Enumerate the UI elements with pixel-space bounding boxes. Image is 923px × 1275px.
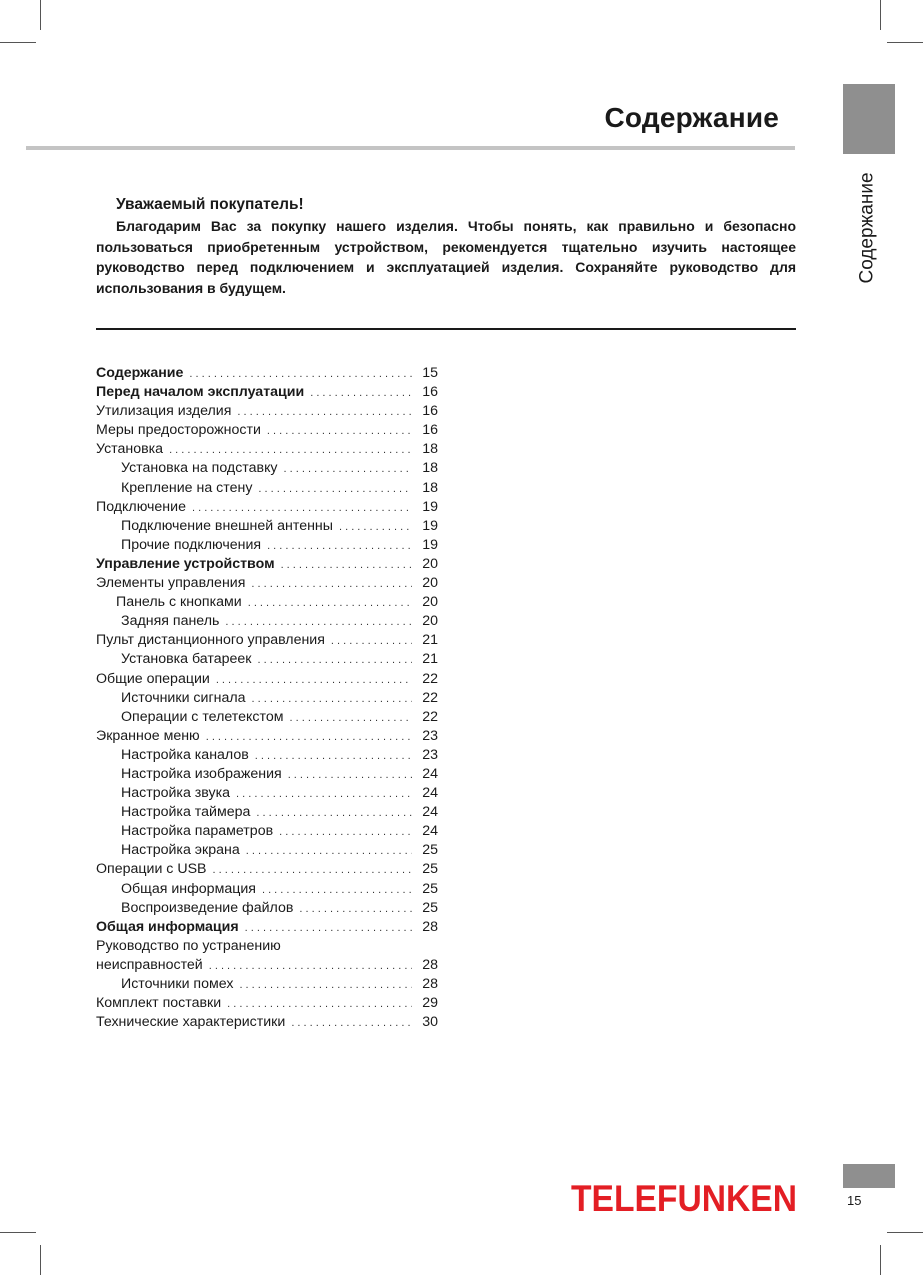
toc-entry-page: 20 bbox=[422, 613, 438, 630]
toc-entry bbox=[96, 861, 438, 880]
toc-dot-leader bbox=[237, 406, 412, 418]
toc-entry-page: 24 bbox=[422, 765, 438, 782]
toc-entry-title: Операции с телетекстом bbox=[121, 708, 284, 725]
toc-dot-leader bbox=[284, 463, 412, 475]
toc-entry bbox=[96, 709, 438, 728]
toc-entry bbox=[96, 365, 438, 384]
toc-entry-page: 23 bbox=[422, 727, 438, 744]
toc-entry-page: 30 bbox=[422, 1014, 438, 1031]
toc-dot-leader bbox=[209, 960, 412, 972]
toc-entry bbox=[96, 384, 438, 403]
toc-dot-leader bbox=[339, 521, 412, 533]
toc-entry-page: 25 bbox=[422, 880, 438, 897]
toc-dot-leader bbox=[246, 845, 412, 857]
toc-entry-page: 22 bbox=[422, 708, 438, 725]
toc-entry-page: 20 bbox=[422, 575, 438, 592]
toc-entry-title: Общая информация bbox=[96, 918, 239, 935]
intro-text: Благодарим Вас за покупку нашего изделия. Чтобы понять, как правильно и безопасно пользоваться приобретенным устройством, рекомендуется тщательно изучить настоящее руководство перед подключением и эксплуатацией изделия. Сохраняйте руководство для использования в будущем. bbox=[96, 218, 796, 296]
toc-entry bbox=[96, 690, 438, 709]
toc-entry bbox=[96, 613, 438, 632]
toc-entry bbox=[96, 919, 438, 938]
toc-entry-page: 22 bbox=[422, 689, 438, 706]
toc-entry-page: 16 bbox=[422, 384, 438, 401]
toc-entry-title: Пульт дистанционного управления bbox=[96, 632, 325, 649]
toc-entry-page: 29 bbox=[422, 995, 438, 1012]
toc-dot-leader bbox=[169, 444, 412, 456]
toc-dot-leader bbox=[267, 540, 412, 552]
toc-entry-page: 18 bbox=[422, 441, 438, 458]
toc-dot-leader bbox=[251, 578, 412, 590]
toc-entry-page: 18 bbox=[422, 479, 438, 496]
toc-entry-page: 28 bbox=[422, 956, 438, 973]
toc-entry bbox=[96, 460, 438, 479]
toc-entry-title: Установка bbox=[96, 441, 164, 458]
toc-entry-title: Содержание bbox=[96, 365, 184, 381]
toc-dot-leader bbox=[262, 884, 412, 896]
toc-entry-title: Прочие подключения bbox=[121, 536, 262, 553]
toc-entry-title: Комплект поставки bbox=[96, 995, 222, 1012]
intro bbox=[96, 196, 796, 298]
crop-mark bbox=[880, 1245, 881, 1275]
toc-dot-leader bbox=[189, 368, 412, 380]
toc-entry-page: 24 bbox=[422, 804, 438, 821]
toc-entry-title: Настройка звука bbox=[121, 785, 231, 802]
toc-dot-leader bbox=[279, 826, 412, 838]
toc-entry-page: 22 bbox=[422, 670, 438, 687]
toc-dot-leader bbox=[236, 788, 412, 800]
toc-entry-title: Задняя панель bbox=[121, 613, 220, 630]
title-rule bbox=[26, 146, 795, 150]
toc-entry-title: неисправностей bbox=[96, 956, 203, 973]
toc-entry bbox=[96, 995, 438, 1014]
crop-mark bbox=[40, 1245, 41, 1275]
toc-entry-title: Руководство по устранению bbox=[96, 937, 281, 954]
toc-entry-title: Крепление на стену bbox=[121, 479, 253, 496]
toc-dot-leader bbox=[281, 559, 412, 571]
toc-entry-title: Перед началом эксплуатации bbox=[96, 384, 305, 401]
toc-entry-page: 25 bbox=[422, 842, 438, 859]
side-label bbox=[853, 166, 883, 290]
toc-entry-page: 24 bbox=[422, 823, 438, 840]
toc-entry bbox=[96, 499, 438, 518]
toc-dot-leader bbox=[255, 750, 412, 762]
toc-dot-leader bbox=[245, 922, 412, 934]
toc-entry bbox=[96, 766, 438, 785]
intro-rule bbox=[96, 328, 796, 330]
intro-greeting: Уважаемый покупатель! bbox=[116, 196, 304, 213]
crop-mark bbox=[0, 1232, 36, 1233]
toc-entry-title: Настройка параметров bbox=[121, 823, 274, 840]
toc-entry bbox=[96, 881, 438, 900]
crop-mark bbox=[887, 42, 923, 43]
toc-entry-page: 19 bbox=[422, 517, 438, 534]
toc-entry bbox=[96, 938, 438, 957]
crop-mark bbox=[40, 0, 41, 30]
toc-entry-title: Операции с USB bbox=[96, 861, 207, 878]
toc-entry bbox=[96, 823, 438, 842]
page-number: 15 bbox=[847, 1193, 862, 1208]
toc-entry-title: Источники сигнала bbox=[121, 689, 246, 706]
toc-entry bbox=[96, 728, 438, 747]
toc-entry-page: 28 bbox=[422, 976, 438, 992]
toc-entry-page: 21 bbox=[422, 651, 438, 668]
toc-entry bbox=[96, 632, 438, 651]
toc-entry bbox=[96, 651, 438, 670]
brand-wordmark: TELEFUNKEN bbox=[571, 1180, 797, 1216]
toc-dot-leader bbox=[256, 807, 412, 819]
toc-entry bbox=[96, 957, 438, 976]
toc-dot-leader bbox=[331, 635, 412, 647]
toc-entry-page: 16 bbox=[422, 403, 438, 420]
toc-dot-leader bbox=[258, 654, 413, 666]
toc-entry-title: Общие операции bbox=[96, 670, 210, 687]
toc-entry-title: Утилизация изделия bbox=[96, 403, 232, 420]
toc-entry-page: 20 bbox=[422, 594, 438, 611]
toc-entry-title: Источники помех bbox=[121, 976, 234, 992]
toc-entry-title: Настройка каналов bbox=[121, 746, 249, 763]
toc-entry bbox=[96, 671, 438, 690]
toc-entry bbox=[96, 422, 438, 441]
toc-dot-leader bbox=[192, 502, 412, 514]
toc-dot-leader bbox=[206, 731, 412, 743]
toc-entry-page: 21 bbox=[422, 632, 438, 649]
toc-dot-leader bbox=[216, 674, 412, 686]
toc-entry-title: Настройка экрана bbox=[121, 842, 240, 859]
toc-entry-title: Экранное меню bbox=[96, 727, 200, 744]
crop-mark bbox=[0, 42, 36, 43]
toc-entry bbox=[96, 441, 438, 460]
toc-dot-leader bbox=[288, 769, 412, 781]
table-of-contents bbox=[96, 365, 438, 1033]
toc-dot-leader bbox=[291, 1017, 412, 1029]
toc-entry-page: 24 bbox=[422, 785, 438, 802]
toc-dot-leader bbox=[310, 387, 412, 399]
toc-entry bbox=[96, 480, 438, 499]
toc-dot-leader bbox=[248, 597, 412, 609]
toc-dot-leader bbox=[227, 998, 412, 1010]
toc-entry-title: Управление устройством bbox=[96, 555, 275, 572]
toc-entry-page: 19 bbox=[422, 536, 438, 553]
toc-entry bbox=[96, 747, 438, 766]
toc-entry-page: 25 bbox=[422, 899, 438, 916]
toc-entry-title: Элементы управления bbox=[96, 575, 246, 592]
page-number-tab bbox=[843, 1164, 895, 1188]
toc-dot-leader bbox=[289, 712, 412, 724]
toc-entry bbox=[96, 900, 438, 919]
side-label-text: Содержание bbox=[857, 172, 879, 284]
telefunken-logo bbox=[570, 1180, 798, 1216]
crop-mark bbox=[887, 1232, 923, 1233]
side-tab bbox=[843, 84, 895, 154]
toc-entry bbox=[96, 518, 438, 537]
toc-entry bbox=[96, 556, 438, 575]
toc-entry-page: 25 bbox=[422, 861, 438, 878]
toc-entry-title: Установка на подставку bbox=[121, 460, 278, 477]
toc-entry-page: 15 bbox=[422, 365, 438, 381]
toc-dot-leader bbox=[258, 483, 412, 495]
toc-entry-title: Общая информация bbox=[121, 880, 256, 897]
toc-entry bbox=[96, 785, 438, 804]
toc-dot-leader bbox=[213, 864, 412, 876]
toc-entry-title: Панель с кнопками bbox=[116, 594, 242, 611]
toc-entry-page: 20 bbox=[422, 555, 438, 572]
toc-entry bbox=[96, 594, 438, 613]
toc-dot-leader bbox=[225, 616, 412, 628]
toc-entry bbox=[96, 537, 438, 556]
page-title: Содержание bbox=[604, 102, 779, 133]
toc-entry-page: 28 bbox=[422, 918, 438, 935]
toc-entry bbox=[96, 575, 438, 594]
toc-dot-leader bbox=[252, 693, 412, 705]
toc-entry bbox=[96, 842, 438, 861]
crop-mark bbox=[880, 0, 881, 30]
toc-entry-page: 19 bbox=[422, 498, 438, 515]
toc-entry-title: Настройка таймера bbox=[121, 804, 251, 821]
toc-entry bbox=[96, 1014, 438, 1033]
toc-dot-leader bbox=[299, 903, 412, 915]
toc-dot-leader bbox=[239, 979, 412, 991]
toc-entry-page: 16 bbox=[422, 422, 438, 439]
toc-entry bbox=[96, 976, 438, 995]
toc-entry bbox=[96, 403, 438, 422]
toc-entry-title: Подключение внешней антенны bbox=[121, 517, 333, 534]
toc-entry-page: 18 bbox=[422, 460, 438, 477]
toc-entry-title: Настройка изображения bbox=[121, 765, 282, 782]
toc-entry-title: Технические характеристики bbox=[96, 1014, 286, 1031]
toc-entry bbox=[96, 804, 438, 823]
toc-entry-title: Подключение bbox=[96, 498, 186, 515]
toc-entry-title: Меры предосторожности bbox=[96, 422, 261, 439]
toc-dot-leader bbox=[267, 425, 412, 437]
toc-entry-title: Установка батареек bbox=[121, 651, 252, 668]
toc-entry-title: Воспроизведение файлов bbox=[121, 899, 294, 916]
toc-entry-page: 23 bbox=[422, 746, 438, 763]
